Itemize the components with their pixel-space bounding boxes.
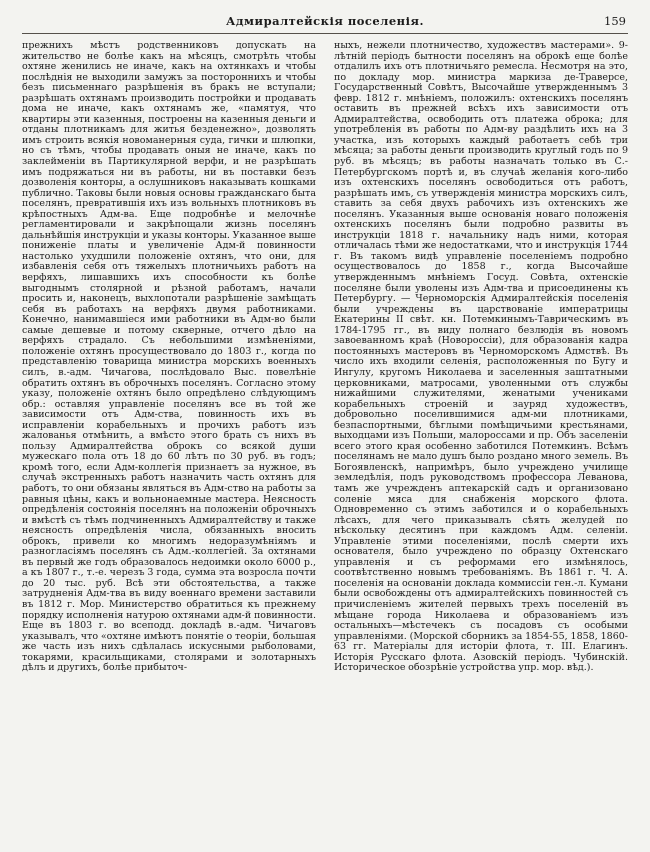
page-header — [22, 14, 628, 30]
text-column-left: прежнихъ мѣстъ родственниковъ допускать на жительство не болѣе какъ на мѣсяцъ, смотрѣть чтобы охтяне женились не иначе, какъ на охтянкахъ и чтобы послѣднія не выходили замужъ за постороннихъ и чтобы безъ письменнаго разрѣшенія въ бракъ не вступали; разрѣшать охтянамъ производить постройки и продавать дома не иначе, какъ охтянамъ же, «памятуя, что квартиры эти казенныя, построены на казенныя деньги и отданы плотникамъ для житья безденежно», дозволять имъ строить всякія новоманерныя суда, гички и шлюпки, но съ тѣмъ, чтобы продавать оныя не иначе, какъ по заклейменіи въ Партикулярной верфи, и не разрѣшать имъ подряжаться ни въ работы, ни въ поставки безъ дозволенія конторы, а ослушниковъ наказывать кошками публично. Таковы были новыя основы гражданскаго быта поселянъ, превратившія ихъ изъ вольныхъ плотниковъ въ крѣпостныхъ Адм-ва. Еще подробнѣе и мелочнѣе регламентировали и закрѣпощали жизнь поселянъ дальнѣйшія инструкціи и указы конторы. Указанное выше пониженіе платы и увеличеніе Адм-й повинности настолько ухудшили положеніе охтянъ, что они, для избавленія себя отъ тяжелыхъ плотничьихъ работъ на верфяхъ, лишавшихъ ихъ способности къ болѣе выгоднымъ столярной и рѣзной работамъ, начали просить и, наконецъ, выхлопотали разрѣшеніе замѣщать себя въ работахъ на верфяхъ двумя работниками. Конечно, нанимавшіеся ими работники въ Адм-во были самые дешевые и потому скверные, отчего дѣло на верфяхъ страдало. Съ небольшими измѣненіями, положеніе охтянъ просуществовало до 1803 г., когда по представленію товарища министра морскихъ военныхъ силъ, в.-адм. Чичагова, послѣдовало Выс. повелѣніе обратить охтянъ въ оброчныхъ поселянъ. Согласно этому указу, положеніе охтянъ было опредѣлено слѣдующимъ обр.: оставляя управленіе поселянъ все въ той же зависимости отъ Адм-ства, повинность ихъ въ исправленіи корабельныхъ и прочихъ работъ изъ жалованья отмѣнить, а вмѣсто этого брать съ нихъ въ пользу Адмиралтейства оброкъ со всякой души мужескаго пола отъ 18 до 60 лѣтъ по 30 руб. въ годъ; кромѣ того, если Адм-коллегія признаетъ за нужное, въ случаѣ экстренныхъ работъ назначить часть охтянъ для работъ, то они обязаны являться въ Адм-ство на работы за равныя цѣны, какъ и вольнонаемные мастера. Неясность опредѣленія состоянія поселянъ на положеніи оброчныхъ и вмѣстѣ съ тѣмъ подчиненныхъ Адмиралтейству и также неясность опредѣленія числа, обязанныхъ вносить оброкъ, привели ко многимъ недоразумѣніямъ и разногласіямъ поселянъ съ Адм.-коллегіей. За охтянами въ первый же годъ образовалось недоимки около 6000 р., а къ 1807 г., т.-е. черезъ 3 года, сумма эта возросла почти до 20 тыс. руб. Всѣ эти обстоятельства, а также затрудненія Адм-тва въ виду военнаго времени заставили въ 1812 г. Мор. Министерство обратиться къ прежнему порядку исполненія натурою охтянами адм-й повинности. Еще въ 1803 г. во всеподд. докладѣ в.-адм. Чичаговъ указывалъ, что «охтяне имѣютъ понятіе о теоріи, большая же часть изъ нихъ сдѣлалась искусными рыболовами, токарями, красильщиками, столярами и золотарныхъ дѣлъ и другихъ, болѣе прибыточ- — [22, 41, 316, 674]
text-column-right: ныхъ, нежели плотничество, художествъ мастерами». 9-лѣтній періодъ бытности поселянъ на оброкѣ еще болѣе отдалилъ ихъ отъ плотничьяго ремесла. Несмотря на это, по докладу мор. министра маркиза де-Траверсе, Государственный Совѣтъ, Высочайше утвержденнымъ 3 февр. 1812 г. мнѣніемъ, положилъ: охтенскихъ поселянъ оставить въ прежней всѣхъ ихъ зависимости отъ Адмиралтейства, освободить отъ платежа оброка; для употребленія въ работы по Адм-ву раздѣлить ихъ на 3 участка, изъ которыхъ каждый работаетъ себѣ три мѣсяца; за работы деньги производить круглый годъ по 9 руб. въ мѣсяцъ; въ работы назначать только въ С.-Петербургскомъ портѣ и, въ случаѣ желанія кого-либо изъ охтенскихъ поселянъ освободиться отъ работъ, разрѣшать имъ, съ утвержденія министра морскихъ силъ, ставить за себя двухъ рабочихъ изъ охтенскихъ же поселянъ. Указанныя выше основанія новаго положенія охтенскихъ поселянъ были подробно развиты въ инструкціи 1818 г. начальнику надъ ними, которая отличалась тѣми же недостатками, что и инструкція 1744 г. Въ такомъ видѣ управленіе поселеніемъ подробно осуществовалось до 1858 г., когда Высочайше утвержденнымъ мнѣніемъ Госуд. Совѣта, охтенскіе поселяне были уволены изъ Адм-тва и присоединены къ Петербургу. — Черноморскія Адмиралтейскія поселенія были учреждены въ царствованіе императрицы Екатерины II свѣт. кн. Потемкинымъ-Таврическимъ въ 1784-1795 гг., въ виду полнаго безлюдія въ новомъ завоеванномъ краѣ (Новороссіи), для образованія кадра постоянныхъ мастеровъ въ Черноморскомъ Адмствѣ. Въ число ихъ входили селенія, расположенныя по Бугу и Ингулу, кругомъ Николаева и заселенныя заштатными церковниками, матросами, уволенными отъ службы нижайшими служителями, женатыми учениками корабельныхъ строеній и зауряд художествъ, добровольно поселившимися адм-ми плотниками, безпаспортными, бѣглыми помѣщичьими крестьянами, выходцами изъ Польши, малороссами и пр. Объ заселеніи всего этого края особенно заботился Потемкинъ. Всѣмъ поселянамъ не мало душъ было роздано много земель. Въ Богоявленскѣ, напримѣръ, было учреждено училище земледѣлія, подъ руководствомъ профессора Леванова, тамъ же учрежденъ аптекарскій садъ и организовано соленіе мяса для снабженія морского флота. Одновременно съ этимъ заботился и о корабельныхъ лѣсахъ, для чего приказывалъ сѣять желудей по нѣскольку десятинъ при каждомъ Адм. селеніи. Управленіе этими поселеніями, послѣ смерти ихъ основателя, было учреждено по образцу Охтенскаго управленія и съ реформами его измѣнялось, соотвѣтственно новымъ требованіямъ. Въ 1861 г. Ч. А. поселенія на основаніи доклада коммиссіи ген.-л. Кумани были освобождены отъ адмиралтейскихъ повинностей съ причисленіемъ жителей первыхъ трехъ поселеній въ мѣщане города Николаева и образованіемъ изъ остальныхъ—мѣстечекъ съ посадовъ съ особыми управленіями. (Морской сборникъ за 1854-55, 1858, 1860-63 гг. Матеріалы для исторіи флота, т. III. Елагинъ. Исторія Русскаго флота. Азовскій періодъ. Чубинскій. Историческое обозрѣніе устройства упр. мор. вѣд.). — [334, 41, 628, 674]
header-divider — [22, 33, 628, 34]
text-columns — [22, 41, 628, 839]
page-number: 159 — [604, 14, 626, 28]
running-title: Адмиралтейскія поселенія. — [226, 14, 424, 28]
